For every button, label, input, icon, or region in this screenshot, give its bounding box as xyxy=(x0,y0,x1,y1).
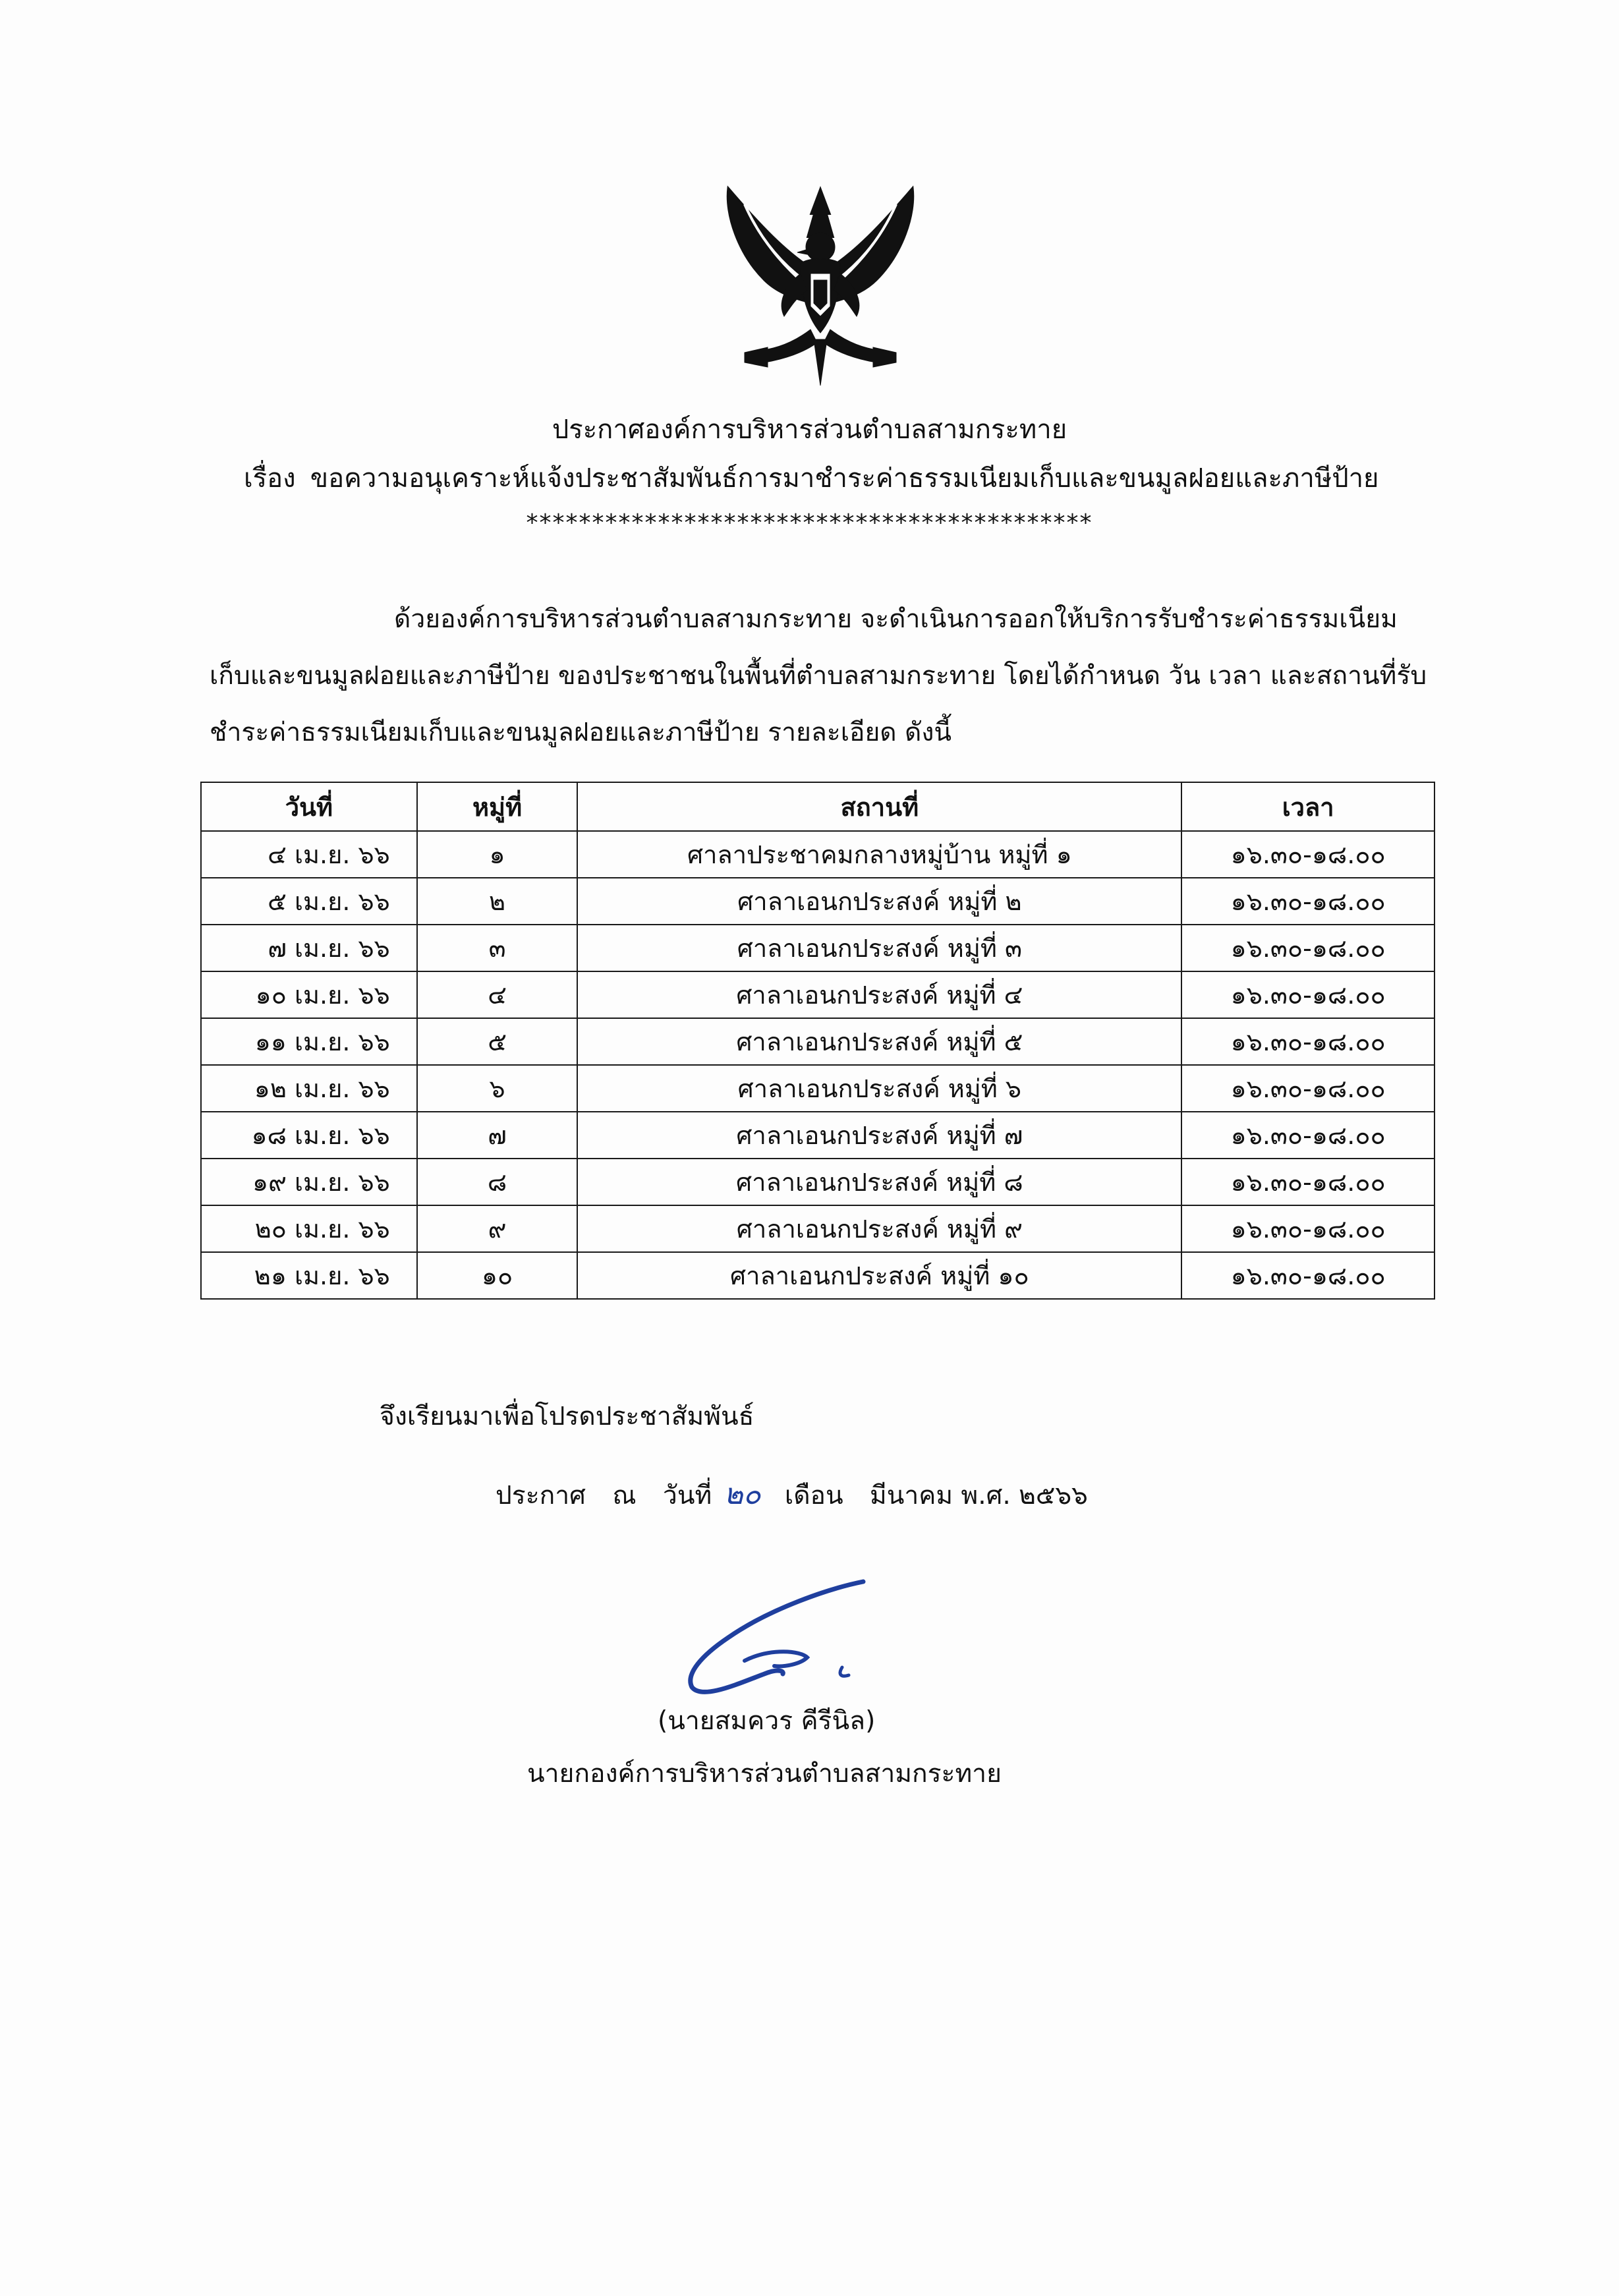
schedule-table xyxy=(200,782,1435,1300)
cell-date: ๑๒ เม.ย. ๖๖ xyxy=(201,1065,417,1112)
table-row xyxy=(201,925,1434,971)
cell-date: ๑๙ เม.ย. ๖๖ xyxy=(201,1159,417,1205)
header-place: สถานที่ xyxy=(577,782,1181,831)
cell-place: ศาลาเอนกประสงค์ หมู่ที่ ๒ xyxy=(577,878,1181,925)
cell-time: ๑๖.๓๐-๑๘.๐๐ xyxy=(1181,971,1434,1018)
closing-text: จึงเรียนมาเพื่อโปรดประชาสัมพันธ์ xyxy=(380,1402,754,1431)
month-label: เดือน xyxy=(784,1481,843,1510)
cell-date: ๗ เม.ย. ๖๖ xyxy=(201,925,417,971)
cell-moo: ๗ xyxy=(417,1112,578,1159)
cell-place: ศาลาเอนกประสงค์ หมู่ที่ ๘ xyxy=(577,1159,1181,1205)
cell-moo: ๔ xyxy=(417,971,578,1018)
cell-time: ๑๖.๓๐-๑๘.๐๐ xyxy=(1181,1065,1434,1112)
cell-time: ๑๖.๓๐-๑๘.๐๐ xyxy=(1181,1018,1434,1065)
cell-date: ๑๑ เม.ย. ๖๖ xyxy=(201,1018,417,1065)
header-date: วันที่ xyxy=(201,782,417,831)
signer-name: (นายสมควร คีรีนิล) xyxy=(658,1706,876,1736)
cell-date: ๔ เม.ย. ๖๖ xyxy=(201,831,417,878)
handwritten-signature-icon xyxy=(666,1575,890,1700)
cell-place: ศาลาเอนกประสงค์ หมู่ที่ ๗ xyxy=(577,1112,1181,1159)
table-row xyxy=(201,1205,1434,1252)
cell-place: ศาลาเอนกประสงค์ หมู่ที่ ๖ xyxy=(577,1065,1181,1112)
cell-moo: ๑ xyxy=(417,831,578,878)
cell-date: ๕ เม.ย. ๖๖ xyxy=(201,878,417,925)
table-row xyxy=(201,1065,1434,1112)
table-row xyxy=(201,1159,1434,1205)
cell-place: ศาลาเอนกประสงค์ หมู่ที่ ๙ xyxy=(577,1205,1181,1252)
cell-moo: ๑๐ xyxy=(417,1252,578,1299)
subject-label: เรื่อง xyxy=(244,463,296,494)
at-label: ณ xyxy=(612,1481,637,1510)
body-line-2: เก็บและขนมูลฝอยและภาษีป้าย ของประชาชนในพื้นที่ตำบลสามกระทาย โดยได้กำหนด วัน เวลา และสถานที่รับ xyxy=(210,661,1427,691)
garuda-emblem-icon xyxy=(705,175,936,399)
cell-time: ๑๖.๓๐-๑๘.๐๐ xyxy=(1181,878,1434,925)
cell-time: ๑๖.๓๐-๑๘.๐๐ xyxy=(1181,925,1434,971)
cell-place: ศาลาเอนกประสงค์ หมู่ที่ ๓ xyxy=(577,925,1181,971)
table-row xyxy=(201,878,1434,925)
header-time: เวลา xyxy=(1181,782,1434,831)
month-year: มีนาคม พ.ศ. ๒๕๖๖ xyxy=(870,1481,1088,1510)
day-label: วันที่ xyxy=(662,1481,712,1510)
cell-place: ศาลาเอนกประสงค์ หมู่ที่ ๔ xyxy=(577,971,1181,1018)
cell-moo: ๘ xyxy=(417,1159,578,1205)
body-line-3: ชำระค่าธรรมเนียมเก็บและขนมูลฝอยและภาษีป้าย รายละเอียด ดังนี้ xyxy=(210,718,952,747)
announced-label: ประกาศ xyxy=(496,1481,586,1510)
cell-place: ศาลาประชาคมกลางหมู่บ้าน หมู่ที่ ๑ xyxy=(577,831,1181,878)
body-paragraph xyxy=(210,591,1433,761)
cell-time: ๑๖.๓๐-๑๘.๐๐ xyxy=(1181,1112,1434,1159)
day-value: ๒๐ xyxy=(724,1478,761,1511)
cell-time: ๑๖.๓๐-๑๘.๐๐ xyxy=(1181,1159,1434,1205)
announcement-title: ประกาศองค์การบริหารส่วนตำบลสามกระทาย xyxy=(552,415,1067,445)
cell-moo: ๒ xyxy=(417,878,578,925)
table-header-row xyxy=(201,782,1434,831)
body-line-1: ด้วยองค์การบริหารส่วนตำบลสามกระทาย จะดำเนินการออกให้บริการรับชำระค่าธรรมเนียม xyxy=(394,604,1398,634)
table-row xyxy=(201,831,1434,878)
subject-text: ขอความอนุเคราะห์แจ้งประชาสัมพันธ์การมาชำระค่าธรรมเนียมเก็บและขนมูลฝอยและภาษีป้าย xyxy=(310,463,1379,494)
announcement-date xyxy=(496,1471,1106,1517)
header-moo: หมู่ที่ xyxy=(417,782,578,831)
cell-moo: ๙ xyxy=(417,1205,578,1252)
signer-position: นายกองค์การบริหารส่วนตำบลสามกระทาย xyxy=(527,1759,1002,1789)
cell-time: ๑๖.๓๐-๑๘.๐๐ xyxy=(1181,831,1434,878)
cell-moo: ๓ xyxy=(417,925,578,971)
table-row xyxy=(201,1112,1434,1159)
subject-line xyxy=(244,463,1379,494)
cell-date: ๑๘ เม.ย. ๖๖ xyxy=(201,1112,417,1159)
cell-date: ๒๐ เม.ย. ๖๖ xyxy=(201,1205,417,1252)
cell-place: ศาลาเอนกประสงค์ หมู่ที่ ๕ xyxy=(577,1018,1181,1065)
cell-moo: ๖ xyxy=(417,1065,578,1112)
cell-place: ศาลาเอนกประสงค์ หมู่ที่ ๑๐ xyxy=(577,1252,1181,1299)
cell-date: ๒๑ เม.ย. ๖๖ xyxy=(201,1252,417,1299)
cell-date: ๑๐ เม.ย. ๖๖ xyxy=(201,971,417,1018)
table-row xyxy=(201,1252,1434,1299)
cell-time: ๑๖.๓๐-๑๘.๐๐ xyxy=(1181,1252,1434,1299)
table-row xyxy=(201,971,1434,1018)
cell-time: ๑๖.๓๐-๑๘.๐๐ xyxy=(1181,1205,1434,1252)
table-row xyxy=(201,1018,1434,1065)
cell-moo: ๕ xyxy=(417,1018,578,1065)
separator: ******************************************* xyxy=(526,509,1093,536)
